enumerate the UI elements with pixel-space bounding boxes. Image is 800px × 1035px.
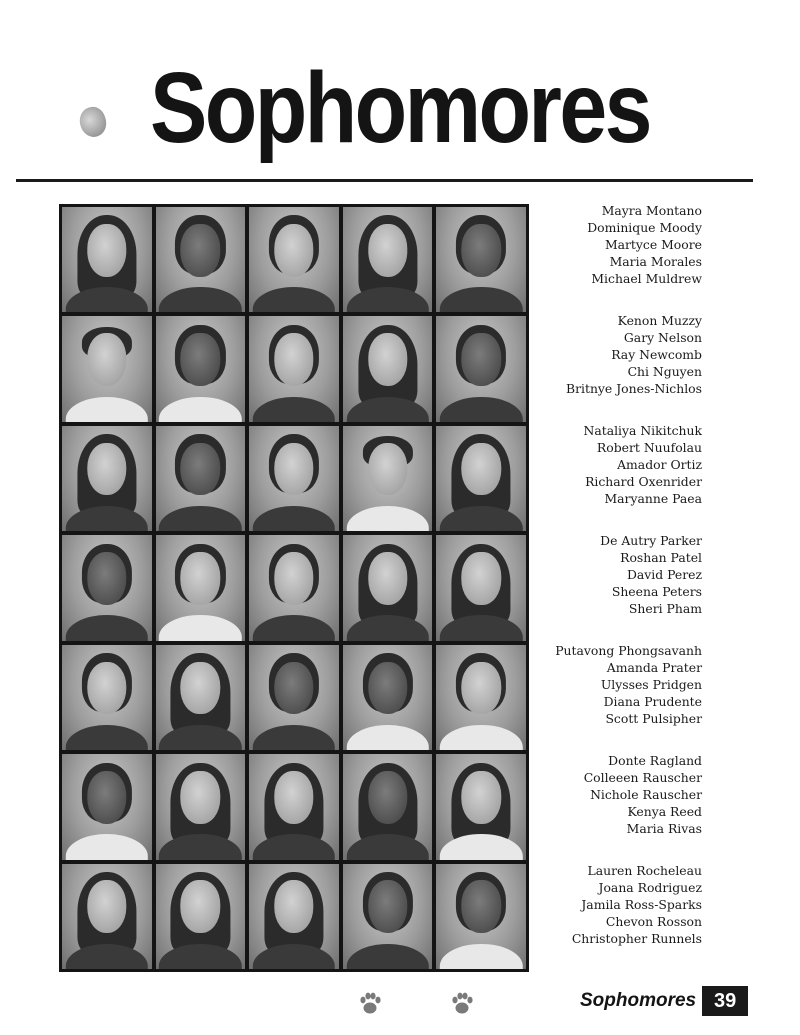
name-list — [540, 202, 702, 972]
student-portrait — [156, 645, 246, 750]
student-name: Kenon Muzzy — [617, 313, 702, 328]
student-portrait — [62, 316, 152, 421]
student-portrait — [156, 754, 246, 859]
student-name: Lauren Rocheleau — [587, 863, 702, 878]
student-portrait — [156, 864, 246, 969]
decorative-blob-icon — [76, 104, 110, 141]
student-name: Colleeen Rauscher — [583, 770, 702, 785]
name-group — [540, 752, 702, 862]
student-portrait — [249, 426, 339, 531]
student-name: Britnye Jones-Nichlos — [565, 381, 702, 396]
student-name: Diana Prudente — [603, 694, 702, 709]
student-portrait — [436, 426, 526, 531]
student-portrait — [436, 535, 526, 640]
student-portrait — [62, 207, 152, 312]
student-name: Robert Nuufolau — [596, 440, 702, 455]
student-portrait — [249, 535, 339, 640]
footer-label: Sophomores — [580, 990, 697, 1011]
student-name: Roshan Patel — [620, 550, 702, 565]
name-group — [540, 422, 702, 532]
student-portrait — [62, 426, 152, 531]
student-name: Christopher Runnels — [571, 931, 702, 946]
student-portrait — [249, 754, 339, 859]
student-name: Maria Morales — [609, 254, 702, 269]
student-portrait — [249, 864, 339, 969]
student-name: Scott Pulsipher — [605, 711, 702, 726]
student-portrait — [343, 207, 433, 312]
student-name: Kenya Reed — [627, 804, 702, 819]
student-portrait — [343, 645, 433, 750]
student-name: Maryanne Paea — [604, 491, 702, 506]
student-portrait — [62, 864, 152, 969]
student-name: Nichole Rauscher — [590, 787, 702, 802]
student-portrait — [62, 754, 152, 859]
student-name: Amador Ortiz — [617, 457, 702, 472]
student-portrait — [343, 864, 433, 969]
student-portrait — [436, 864, 526, 969]
name-group — [540, 532, 702, 642]
page-title: Sophomores — [150, 52, 650, 164]
page-footer — [580, 986, 748, 1016]
student-name: Martyce Moore — [604, 237, 702, 252]
student-portrait — [436, 754, 526, 859]
student-portrait — [62, 535, 152, 640]
student-name: Sheena Peters — [611, 584, 702, 599]
name-group — [540, 202, 702, 312]
student-portrait — [436, 207, 526, 312]
student-name: Jamila Ross-Sparks — [581, 897, 702, 912]
student-name: Mayra Montano — [601, 203, 702, 218]
portrait-grid — [59, 204, 529, 972]
student-name: Maria Rivas — [626, 821, 702, 836]
student-portrait — [62, 645, 152, 750]
student-name: Dominique Moody — [587, 220, 702, 235]
student-name: Putavong Phongsavanh — [555, 643, 702, 658]
student-portrait — [249, 207, 339, 312]
student-name: Gary Nelson — [623, 330, 702, 345]
student-portrait — [436, 316, 526, 421]
student-name: Ray Newcomb — [611, 347, 702, 362]
student-portrait — [156, 207, 246, 312]
title-divider — [16, 179, 753, 182]
student-portrait — [343, 316, 433, 421]
student-portrait — [343, 754, 433, 859]
student-portrait — [343, 426, 433, 531]
paw-print-icon — [451, 990, 473, 1016]
student-name: Richard Oxenrider — [585, 474, 702, 489]
name-group — [540, 312, 702, 422]
student-portrait — [156, 316, 246, 421]
name-group — [540, 642, 702, 752]
student-name: Chi Nguyen — [627, 364, 702, 379]
paw-print-icon — [359, 990, 381, 1016]
student-name: David Perez — [626, 567, 702, 582]
student-portrait — [249, 645, 339, 750]
name-group — [540, 862, 702, 972]
student-name: Chevon Rosson — [605, 914, 702, 929]
student-name: De Autry Parker — [600, 533, 702, 548]
student-portrait — [156, 535, 246, 640]
student-name: Michael Muldrew — [591, 271, 702, 286]
student-name: Amanda Prater — [606, 660, 702, 675]
student-portrait — [343, 535, 433, 640]
student-name: Sheri Pham — [628, 601, 702, 616]
student-name: Nataliya Nikitchuk — [583, 423, 702, 438]
student-name: Donte Ragland — [608, 753, 702, 768]
student-portrait — [156, 426, 246, 531]
student-name: Ulysses Pridgen — [600, 677, 702, 692]
student-portrait — [436, 645, 526, 750]
student-portrait — [249, 316, 339, 421]
student-name: Joana Rodriguez — [598, 880, 702, 895]
page-number: 39 — [702, 986, 748, 1016]
